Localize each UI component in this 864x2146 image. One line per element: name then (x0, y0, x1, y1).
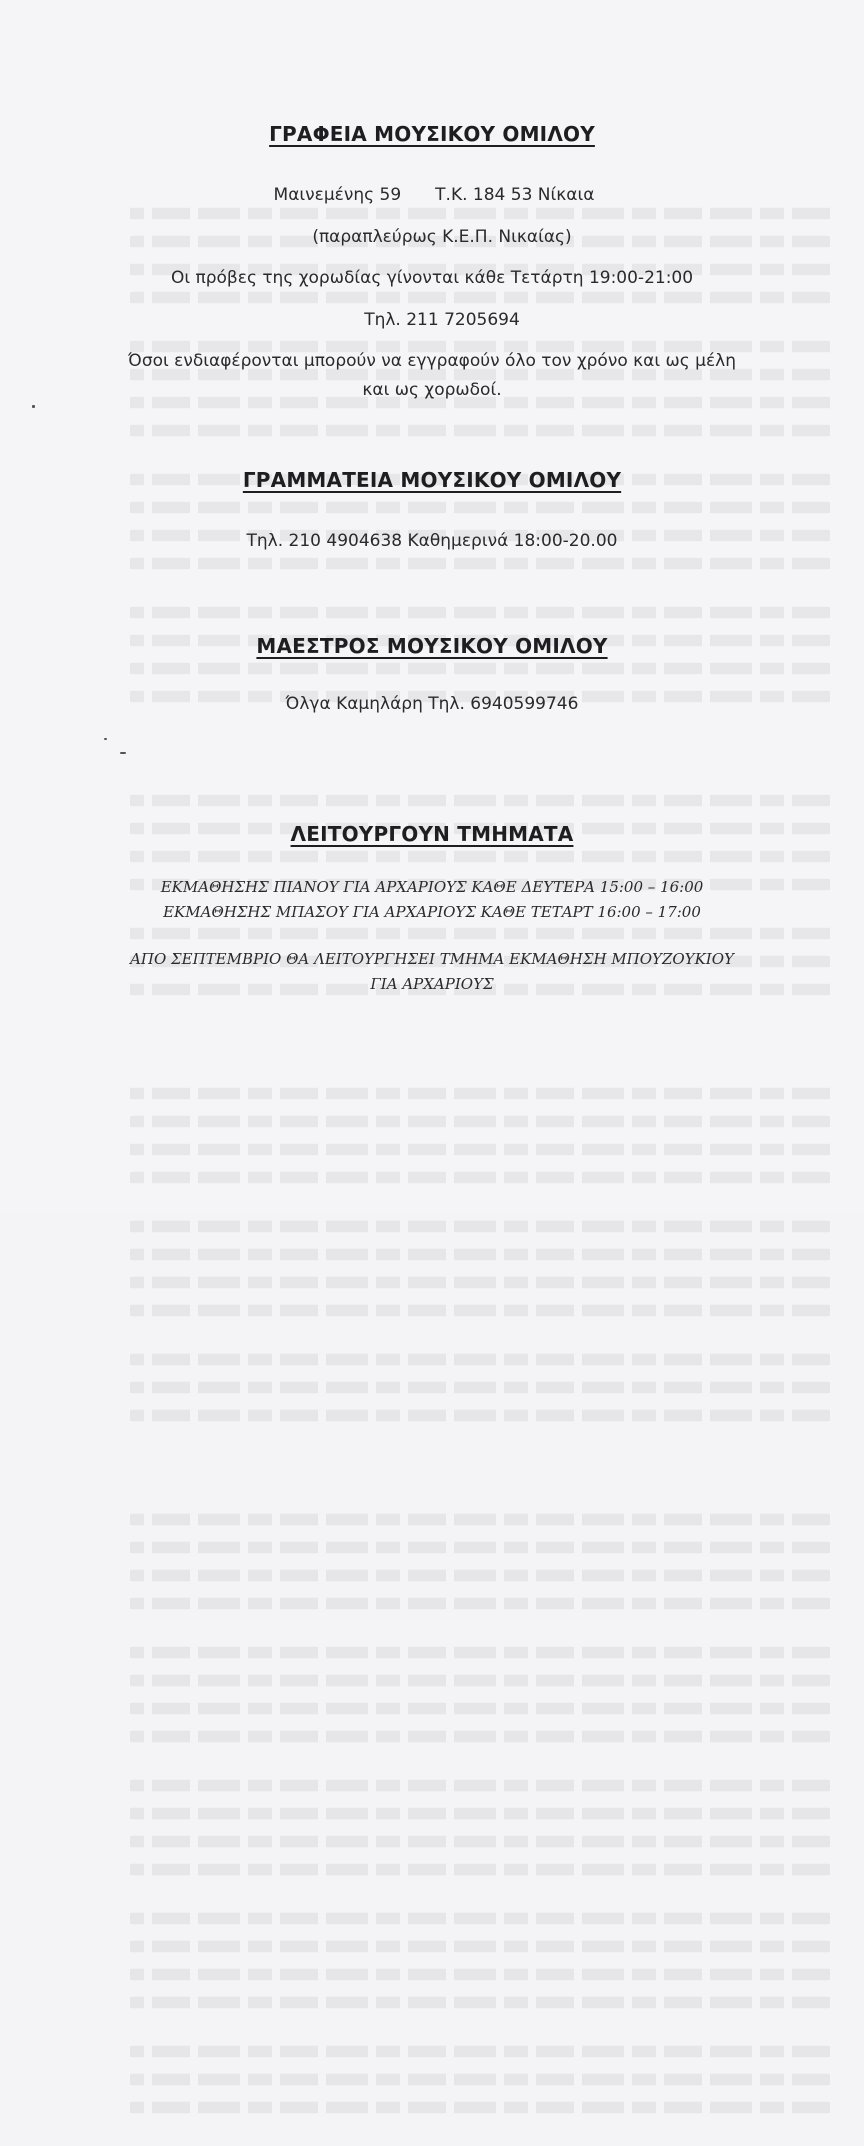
maestro-contact: Όλγα Καμηλάρη Τηλ. 6940599746 (285, 694, 579, 714)
reverse-side-bleed-through (130, 60, 830, 2146)
offices-address-line (0, 185, 864, 205)
bouzouki-class-notice-line1: ΑΠΟ ΣΕΠΤΕΜΒΡΙΟ ΘΑ ΛΕΙΤΟΥΡΓΗΣΕΙ ΤΜΗΜΑ ΕΚΜΑΘΗΣΗ ΜΠΟΥΖΟΥΚΙΟΥ (130, 950, 734, 968)
membership-note-line2: και ως χορωδοί. (362, 380, 502, 400)
secretariat-phone-hours: Τηλ. 210 4904638 Καθημερινά 18:00-20.00 (246, 531, 618, 551)
scan-speck (32, 405, 35, 408)
scan-speck (104, 738, 107, 740)
offices-nearby-landmark: (παραπλεύρως Κ.Ε.Π. Νικαίας) (312, 227, 572, 247)
scan-speck (120, 752, 126, 754)
membership-note-line1: Όσοι ενδιαφέρονται μπορούν να εγγραφούν όλο τον χρόνο και ως μέλη (128, 351, 736, 371)
departments-heading: ΛΕΙΤΟΥΡΓΟΥΝ ΤΜΗΜΑΤΑ (290, 822, 574, 846)
offices-address: Μαινεμένης 59 (273, 185, 402, 205)
secretariat-heading: ΓΡΑΜΜΑΤΕΙΑ ΜΟΥΣΙΚΟΥ ΟΜΙΛΟΥ (242, 468, 622, 492)
maestro-heading: ΜΑΕΣΤΡΟΣ ΜΟΥΣΙΚΟΥ ΟΜΙΛΟΥ (256, 634, 608, 658)
offices-heading: ΓΡΑΦΕΙΑ ΜΟΥΣΙΚΟΥ ΟΜΙΛΟΥ (269, 122, 595, 146)
bass-class-schedule: ΕΚΜΑΘΗΣΗΣ ΜΠΑΣΟΥ ΓΙΑ ΑΡΧΑΡΙΟΥΣ ΚΑΘΕ ΤΕΤΑΡΤ 16:00 – 17:00 (163, 903, 701, 921)
offices-postal-code: Τ.Κ. 184 53 Νίκαια (435, 185, 595, 205)
piano-class-schedule: ΕΚΜΑΘΗΣΗΣ ΠΙΑΝΟΥ ΓΙΑ ΑΡΧΑΡΙΟΥΣ ΚΑΘΕ ΔΕΥΤΕΡΑ 15:00 – 16:00 (160, 878, 704, 896)
offices-phone: Τηλ. 211 7205694 (364, 310, 520, 330)
bouzouki-class-notice-line2: ΓΙΑ ΑΡΧΑΡΙΟΥΣ (370, 975, 494, 993)
rehearsal-schedule: Οι πρόβες της χορωδίας γίνονται κάθε Τετάρτη 19:00-21:00 (170, 268, 694, 288)
